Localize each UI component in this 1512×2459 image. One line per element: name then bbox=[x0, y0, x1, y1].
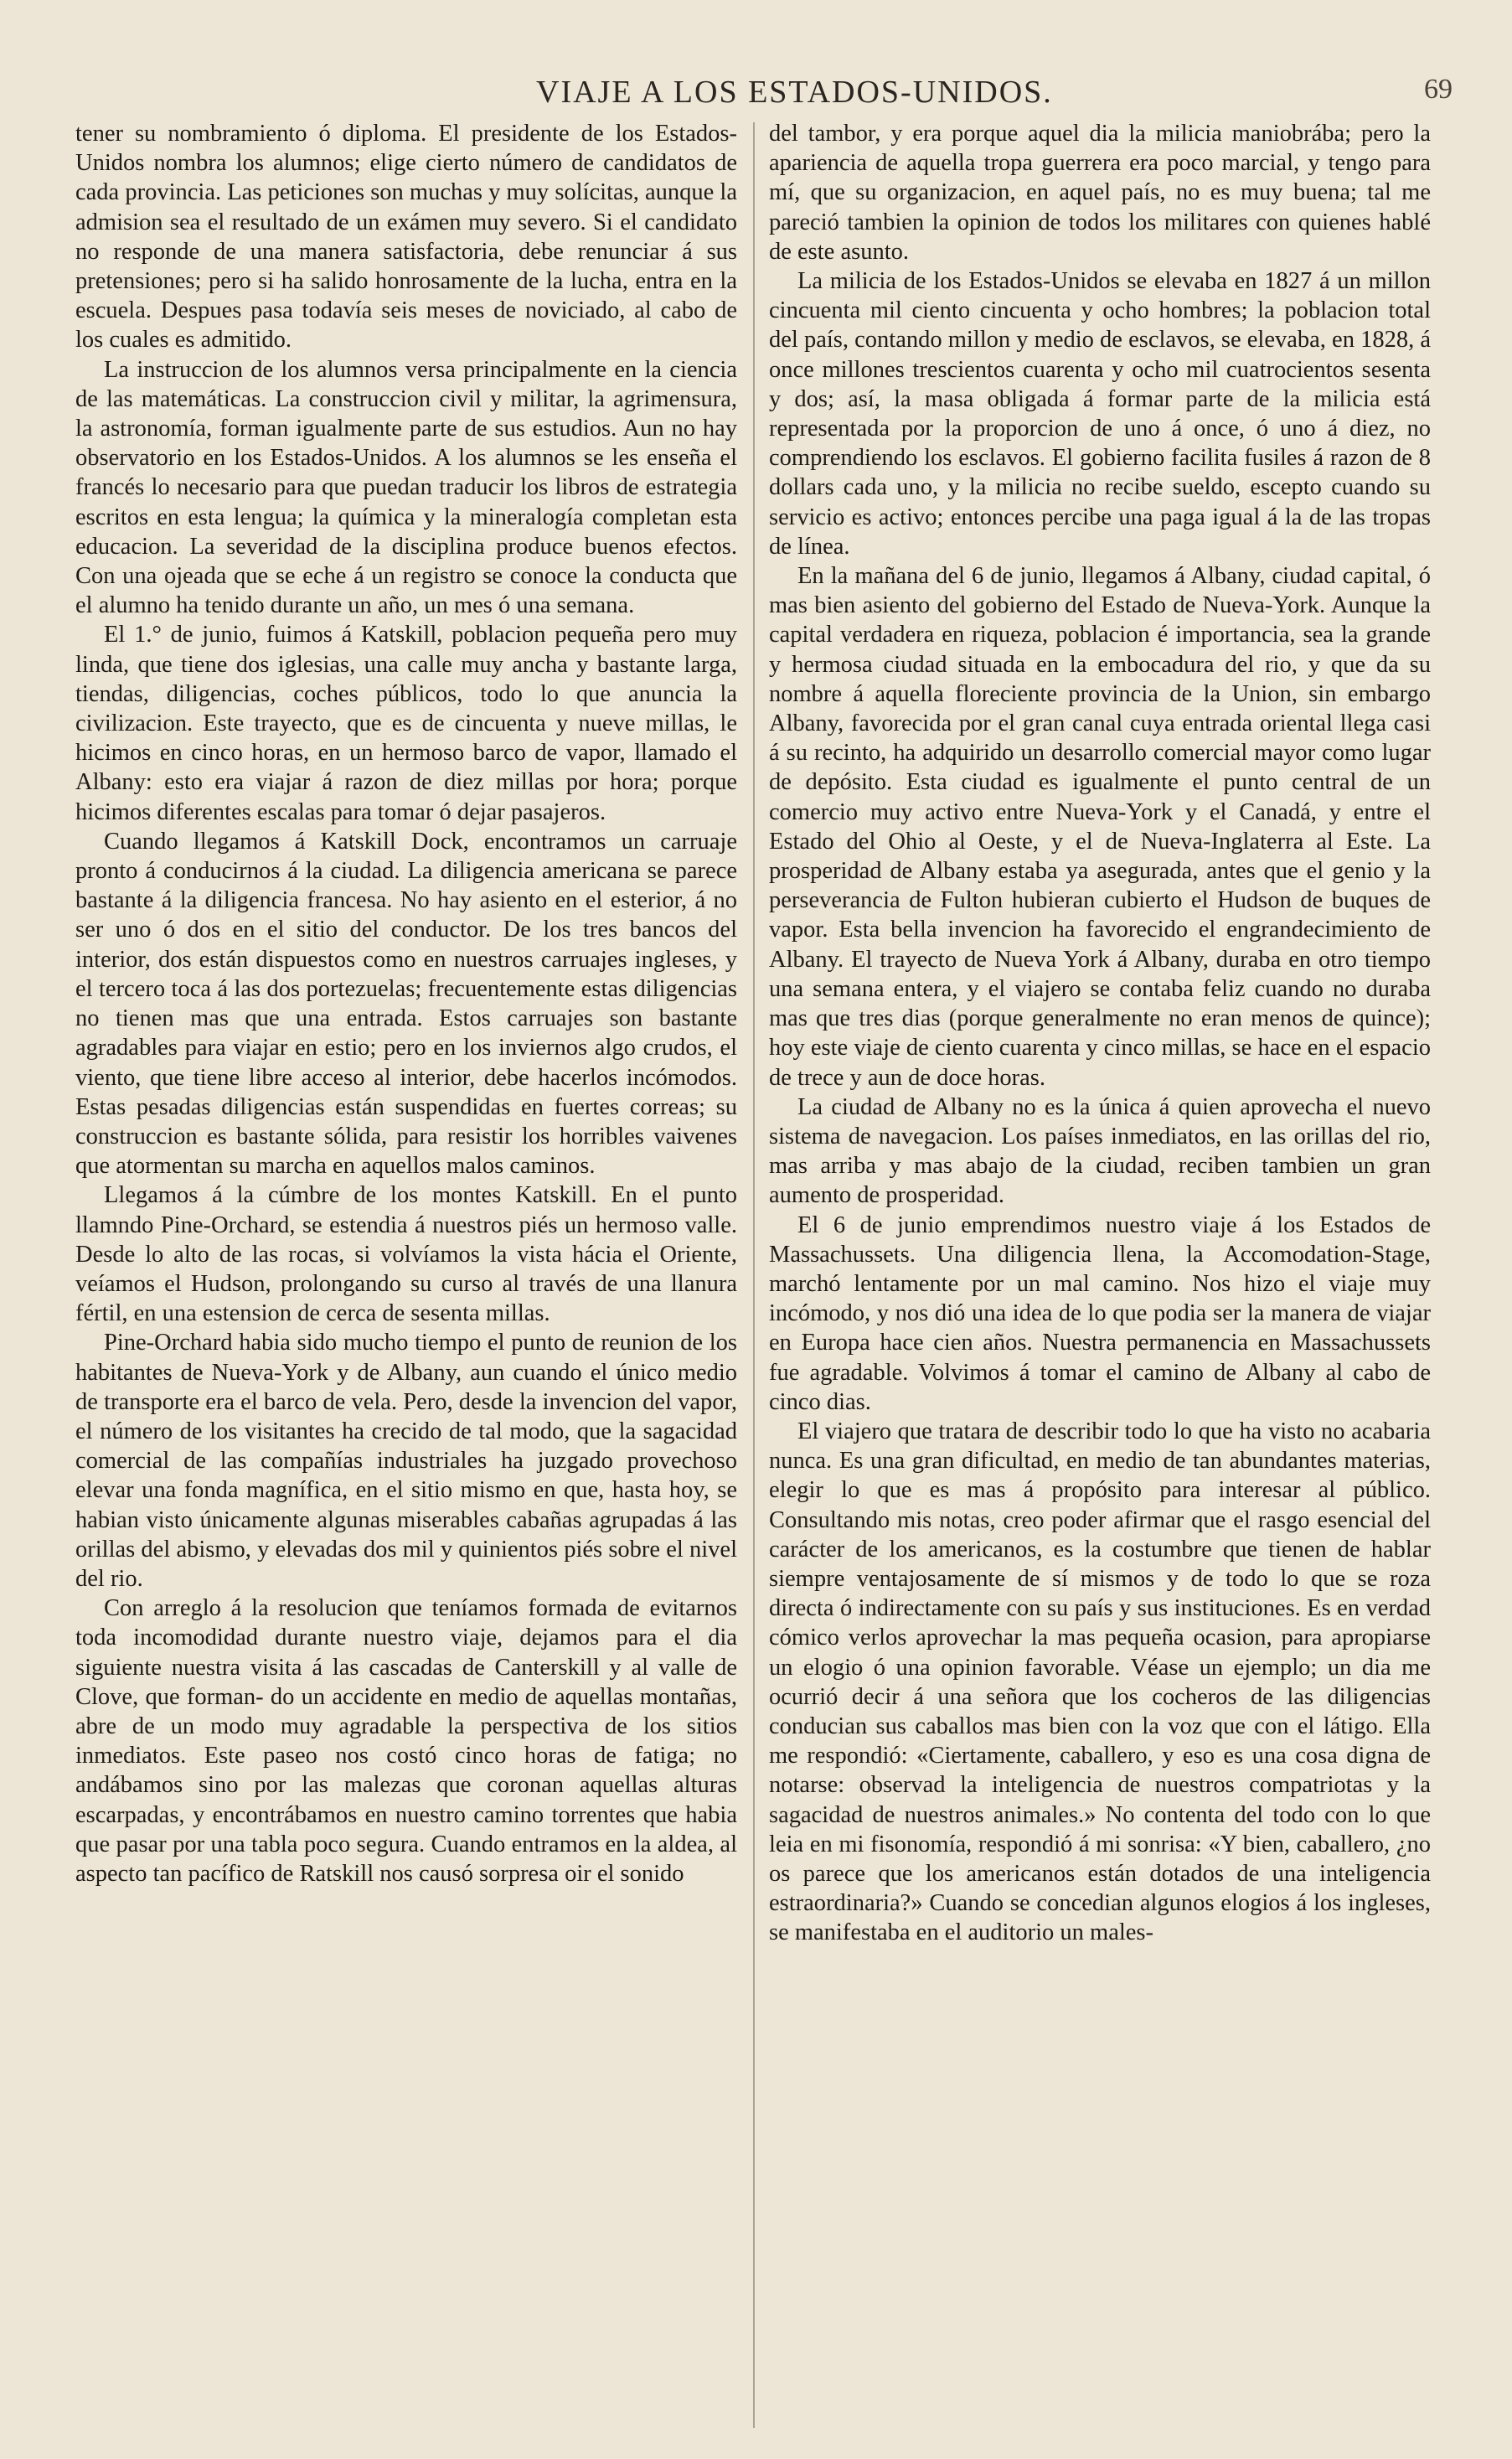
page-number: 69 bbox=[1424, 74, 1453, 105]
left-paragraph-7: Con arreglo á la resolucion que teníamos formada de evitarnos toda incomodidad durante nuestro viaje, dejamos para el dia siguiente nuestra visita á las cascadas de Canterskill y al valle de Clove, que forman- do un accidente en medio de aquellas montañas, abre de un modo muy agradable la perspectiva de los sitios inmediatos. Este paseo nos costó cinco horas de fatiga; no andábamos sino por las malezas que coronan aquellas alturas escarpadas, y encontrábamos en nuestro camino torrentes que habia que pasar por una tabla poco segura. Cuando entramos en la aldea, al aspecto tan pacífico de Ratskill nos causó sorpresa oir el sonido bbox=[75, 1595, 737, 1887]
right-paragraph-5: El 6 de junio emprendimos nuestro viaje á los Estados de Massachussets. Una diligencia llena, la Accomodation-Stage, marchó lentamente por un mal camino. Nos hizo el viaje muy incómodo, y nos dió una idea de lo que podia ser la manera de viajar en Europa hace cien años. Nuestra permanencia en Massachussets fue agradable. Volvimos á tomar el camino de Albany al cabo de cinco dias. bbox=[769, 1211, 1431, 1415]
page-header bbox=[536, 74, 1512, 112]
right-paragraph-3: En la mañana del 6 de junio, llegamos á Albany, ciudad capital, ó mas bien asiento del gobierno del Estado de Nueva-York. Aunque la capital verdadera en riqueza, poblacion é importancia, sea la grande y hermosa ciudad situada en la embocadura del rio, y que da su nombre á aquella floreciente provincia de la Union, sin embargo Albany, favorecida por el gran canal cuya entrada oriental llega casi á su recinto, ha adquirido un desarrollo comercial mayor como lugar de depósito. Esta ciudad es igualmente el punto central de un comercio muy activo entre Nueva-York y el Canadá, y entre el Estado del Ohio al Oeste, y el de Nueva-Inglaterra al Este. La prosperidad de Albany estaba ya asegurada, antes que el genio y la perseverancia de Fulton hubieran cubierto el Hudson de buques de vapor. Esta bella invencion ha favorecido el engrandecimiento de Albany. El trayecto de Nueva York á Albany, duraba en otro tiempo una semana entera, y el viajero se contaba feliz cuando no duraba mas que tres dias (porque generalmente no eran menos de quince); hoy este viaje de ciento cuarenta y cinco millas, se hace en el espacio de trece y aun de doce horas. bbox=[769, 563, 1431, 1091]
right-paragraph-2: La milicia de los Estados-Unidos se elevaba en 1827 á un millon cincuenta mil ciento cincuenta y ocho hombres; la poblacion total del país, contando millon y medio de esclavos, se elevaba, en 1828, á once millones trescientos cuarenta y ocho mil cuatrocientos sesenta y dos; así, la masa obligada á formar parte de la milicia está representada por la proporcion de uno á once, ó uno á diez, no comprendiendo los esclavos. El gobierno facilita fusiles á razon de 8 dollars cada uno, y la milicia no recibe sueldo, escepto cuando su servicio es activo; entonces percibe una paga igual á la de las tropas de línea. bbox=[769, 268, 1431, 560]
left-paragraph-3: El 1.° de junio, fuimos á Katskill, poblacion pequeña pero muy linda, que tiene dos iglesias, una calle muy ancha y bastante larga, tiendas, diligencias, coches públicos, todo lo que anuncia la civilizacion. Este trayecto, que es de cincuenta y nueve millas, le hicimos en cinco horas, en un hermoso barco de vapor, llamado el Albany: esto era viajar á razon de diez millas por hora; porque hicimos diferentes escalas para tomar ó dejar pasajeros. bbox=[75, 622, 737, 825]
left-paragraph-2: La instruccion de los alumnos versa principalmente en la ciencia de las matemáticas. La construccion civil y militar, la agrimensura, la astronomía, forman igualmente parte de sus estudios. Aun no hay observatorio en los Estados-Unidos. A los alumnos se les enseña el francés lo necesario para que puedan traducir los libros de estrategia escritos en esta lengua; la química y la mineralogía completan esta educacion. La severidad de la disciplina produce buenos efectos. Con una ojeada que se eche á un registro se conoce la conducta que el alumno ha tenido durante un año, un mes ó una semana. bbox=[75, 356, 737, 619]
left-paragraph-6: Pine-Orchard habia sido mucho tiempo el punto de reunion de los habitantes de Nueva-York y de Albany, aun cuando el único medio de transporte era el barco de vela. Pero, desde la invencion del vapor, el número de los visitantes ha crecido de tal modo, que la sagacidad comercial de las compañías industriales ha juzgado provechoso elevar una fonda magnífica, en el sitio mismo en que, hasta hoy, se habian visto únicamente algunas miserables cabañas agrupadas á las orillas del abismo, y elevadas dos mil y quinientos piés sobre el nivel del rio. bbox=[75, 1330, 737, 1592]
left-column bbox=[75, 119, 737, 2431]
right-paragraph-6: El viajero que tratara de describir todo lo que ha visto no acabaria nunca. Es una gran dificultad, en medio de tan abundantes materias, elegir lo que es mas á propósito para interesar al público. Consultando mis notas, creo poder afirmar que el rasgo esencial del carácter de los americanos, es la costumbre que tienen de hablar siempre ventajosamente de sí mismos y de todo lo que se roza directa ó indirectamente con su país y sus instituciones. Es en verdad cómico verlos aprovechar la mas pequeña ocasion, para apropiarse un elogio ó una opinion favorable. Véase un ejemplo; un dia me ocurrió decir á una señora que los cocheros de las diligencias conducian sus caballos mas bien con la voz que con el látigo. Ella me respondió: «Ciertamente, caballero, y eso es una cosa digna de notarse: observad la inteligencia de nuestros compatriotas y la sagacidad de nuestros animales.» No contenta del todo con lo que leia en mi fisonomía, respondió á mi sonrisa: «Y bien, caballero, ¿no os parece que los americanos están dotados de una inteligencia estraordinaria?» Cuando se concedian algunos elogios á los ingleses, se manifestaba en el auditorio un males- bbox=[769, 1418, 1431, 1946]
right-paragraph-4: La ciudad de Albany no es la única á quien aprovecha el nuevo sistema de navegacion. Los países inmediatos, en las orillas del rio, mas arriba y mas abajo de la ciudad, reciben tambien un gran aumento de prosperidad. bbox=[769, 1093, 1431, 1209]
left-paragraph-5: Llegamos á la cúmbre de los montes Katskill. En el punto llamndo Pine-Orchard, se estendia á nuestros piés un hermoso valle. Desde lo alto de las rocas, si volvíamos la vista hácia el Oriente, veíamos el Hudson, prolongando su curso al través de una llanura fértil, en una estension de cerca de sesenta millas. bbox=[75, 1182, 737, 1327]
right-column bbox=[769, 119, 1431, 2431]
left-paragraph-1: tener su nombramiento ó diploma. El presidente de los Estados-Unidos nombra los alumnos; elige cierto número de candidatos de cada provincia. Las peticiones son muchas y muy solícitas, aunque la admision sea el resultado de un exámen muy severo. Si el candidato no responde de una manera satisfactoria, debe renunciar á sus pretensiones; pero si ha salido honrosamente de la lucha, entra en la escuela. Despues pasa todavía seis meses de noviciado, al cabo de los cuales es admitido. bbox=[75, 121, 737, 354]
left-paragraph-4: Cuando llegamos á Katskill Dock, encontramos un carruaje pronto á conducirnos á la ciudad. La diligencia americana se parece bastante á la diligencia francesa. No hay asiento en el esterior, á no ser uno ó dos en el sitio del conductor. De los tres bancos del interior, dos están dispuestos como en nuestros carruajes ingleses, y el tercero toca á las dos portezuelas; frecuentemente estas diligencias no tienen mas que una entrada. Estos carruajes son bastante agradables para viajar en estio; pero en los inviernos algo crudos, el viento, que tiene libre acceso al interior, debe hacerlos incómodos. Estas pesadas diligencias están suspendidas en fuertes correas; su construccion es bastante sólida, para resistir los horribles vaivenes que atormentan su marcha en aquellos malos caminos. bbox=[75, 828, 737, 1180]
running-title: VIAJE A LOS ESTADOS-UNIDOS. bbox=[536, 75, 1053, 110]
right-paragraph-1: del tambor, y era porque aquel dia la milicia maniobrába; pero la apariencia de aquella tropa guerrera era poco marcial, y tengo para mí, que su organizacion, en aquel país, no es muy buena; tal me pareció tambien la opinion de todos los militares con quienes hablé de este asunto. bbox=[769, 121, 1431, 265]
column-divider bbox=[753, 122, 755, 2428]
